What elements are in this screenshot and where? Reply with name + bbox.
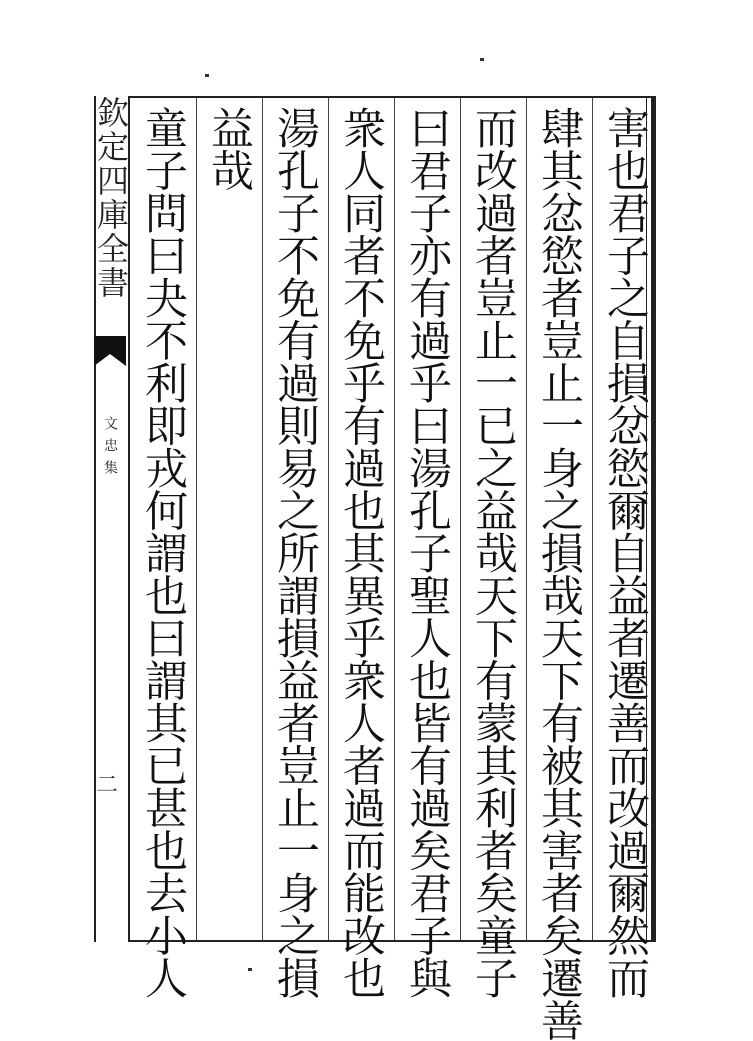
column-rule <box>526 98 527 940</box>
text-column-5: 衆人同者不免乎有過也其異乎衆人者過而能改也 <box>336 106 386 999</box>
margin-book-title: 文忠集 <box>102 416 118 482</box>
column-rule <box>460 98 461 940</box>
column-rule <box>262 98 263 940</box>
scan-speck <box>205 74 209 77</box>
fishtail-mark <box>94 336 126 366</box>
column-rule <box>592 98 593 940</box>
text-column-6: 湯孔子不免有過則易之所謂損益者豈止一身之損 <box>270 106 320 999</box>
column-rule <box>394 98 395 940</box>
scan-speck <box>480 58 484 61</box>
scan-speck <box>248 968 252 971</box>
margin-strip <box>90 96 128 942</box>
margin-page-number: 二 <box>96 773 119 798</box>
column-rule <box>196 98 197 940</box>
text-column-8: 童子問曰夬不利即戎何謂也曰謂其已甚也去小人 <box>138 106 188 999</box>
text-frame <box>128 96 656 1041</box>
text-column-1: 害也君子之自損忿慾爾自益者遷善而改過爾然而 <box>600 106 650 999</box>
text-column-3: 而改過者豈止一已之益哉天下有蒙其利者矣童子 <box>468 106 518 999</box>
text-column-7: 益哉 <box>204 106 254 191</box>
text-column-2: 肆其忿慾者豈止一身之損哉天下有被其害者矣遷善 <box>534 106 584 1041</box>
column-rule <box>328 98 329 940</box>
text-column-4: 曰君子亦有過乎曰湯孔子聖人也皆有過矣君子與 <box>402 106 452 999</box>
margin-title: 欽定四庫全書 <box>92 96 130 300</box>
